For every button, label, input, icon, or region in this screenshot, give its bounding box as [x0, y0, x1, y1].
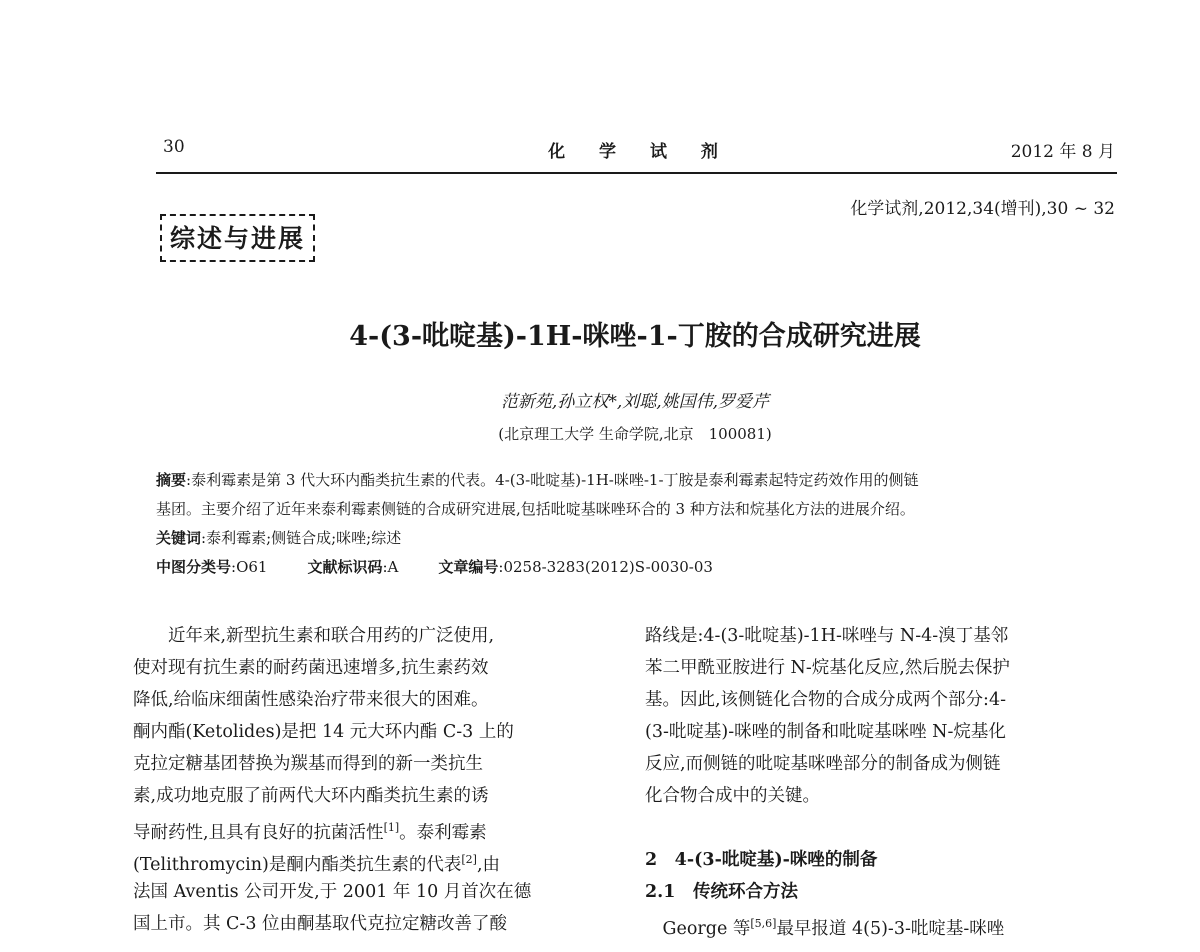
body-text: George 等	[645, 918, 751, 939]
section-tag: 综述与进展	[160, 214, 315, 262]
author-list: 范新苑,孙立权*,刘聪,姚国伟,罗爱芹	[500, 392, 770, 412]
body-text: 最早报道 4(5)-3-吡啶基-咪唑	[776, 918, 1005, 939]
subsection-heading: 2.1 传统环合方法	[645, 882, 798, 902]
clc-value: :O61	[231, 558, 268, 576]
body-line: 酮内酯(Ketolides)是把 14 元大环内酯 C-3 上的	[133, 722, 514, 742]
body-line: 使对现有抗生素的耐药菌迅速增多,抗生素药效	[133, 658, 489, 678]
keywords-text: :泰利霉素;侧链合成;咪唑;综述	[201, 529, 402, 547]
body-line: 反应,而侧链的吡啶基咪唑部分的制备成为侧链	[645, 754, 1001, 774]
citation-ref: [5,6]	[750, 917, 777, 930]
clc-label: 中图分类号	[156, 558, 232, 576]
classification-line	[156, 556, 1118, 577]
keywords-label: 关键词	[156, 529, 202, 547]
article-number-value: :0258-3283(2012)S-0030-03	[498, 558, 713, 576]
body-line: 法国 Aventis 公司开发,于 2001 年 10 月首次在德	[133, 882, 532, 902]
article-number-label: 文章编号	[438, 558, 499, 576]
body-line: 国上市。其 C-3 位由酮基取代克拉定糖改善了酸	[133, 914, 508, 934]
body-text: (Telithromycin)是酮内酯类抗生素的代表	[133, 854, 462, 875]
abstract-text: :泰利霉素是第 3 代大环内酯类抗生素的代表。4-(3-吡啶基)-1H-咪唑-1-丁胺是泰利霉素起特定药效作用的侧链	[186, 471, 919, 489]
abstract-label: 摘要	[156, 471, 187, 489]
body-text: 导耐药性,且具有良好的抗菌活性	[133, 822, 384, 843]
body-line	[133, 816, 487, 845]
issue-date: 2012 年 8 月	[1010, 142, 1115, 162]
body-line	[133, 848, 500, 877]
header-rule	[156, 172, 1117, 174]
body-line: 化合物合成中的关键。	[645, 786, 820, 806]
journal-name: 化 学 试 剂	[548, 142, 732, 162]
body-text: ,由	[476, 854, 501, 875]
body-line: 降低,给临床细菌性感染治疗带来很大的困难。	[133, 690, 489, 710]
body-text: 。泰利霉素	[399, 822, 487, 843]
citation-ref: [2]	[461, 853, 477, 866]
abstract-line	[156, 469, 1118, 490]
body-line: 克拉定糖基团替换为羰基而得到的新一类抗生	[133, 754, 483, 774]
citation-ref: [1]	[383, 821, 400, 834]
keywords-line	[156, 527, 1118, 548]
section-heading: 2 4-(3-吡啶基)-咪唑的制备	[645, 850, 878, 870]
body-line: 基。因此,该侧链化合物的合成分成两个部分:4-	[645, 690, 1007, 710]
doc-code-value: :A	[382, 558, 399, 576]
body-line: 路线是:4-(3-吡啶基)-1H-咪唑与 N-4-溴丁基邻	[645, 626, 1009, 646]
abstract-line: 基团。主要介绍了近年来泰利霉素侧链的合成研究进展,包括吡啶基咪唑环合的 3 种方法和烷基化方法的进展介绍。	[156, 500, 915, 518]
citation: 化学试剂,2012,34(增刊),30 ~ 32	[850, 199, 1115, 219]
body-line	[645, 912, 1004, 941]
body-line: (3-吡啶基)-咪唑的制备和吡啶基咪唑 N-烷基化	[645, 722, 1006, 742]
body-line: 素,成功地克服了前两代大环内酯类抗生素的诱	[133, 786, 489, 806]
affiliation: (北京理工大学 生命学院,北京 100081)	[498, 425, 772, 443]
doc-code-label: 文献标识码	[307, 558, 383, 576]
page-number: 30	[163, 137, 185, 157]
body-line: 近年来,新型抗生素和联合用药的广泛使用,	[133, 626, 495, 646]
body-line: 苯二甲酰亚胺进行 N-烷基化反应,然后脱去保护	[645, 658, 1010, 678]
article-title: 4-(3-吡啶基)-1H-咪唑-1-丁胺的合成研究进展	[349, 321, 921, 352]
